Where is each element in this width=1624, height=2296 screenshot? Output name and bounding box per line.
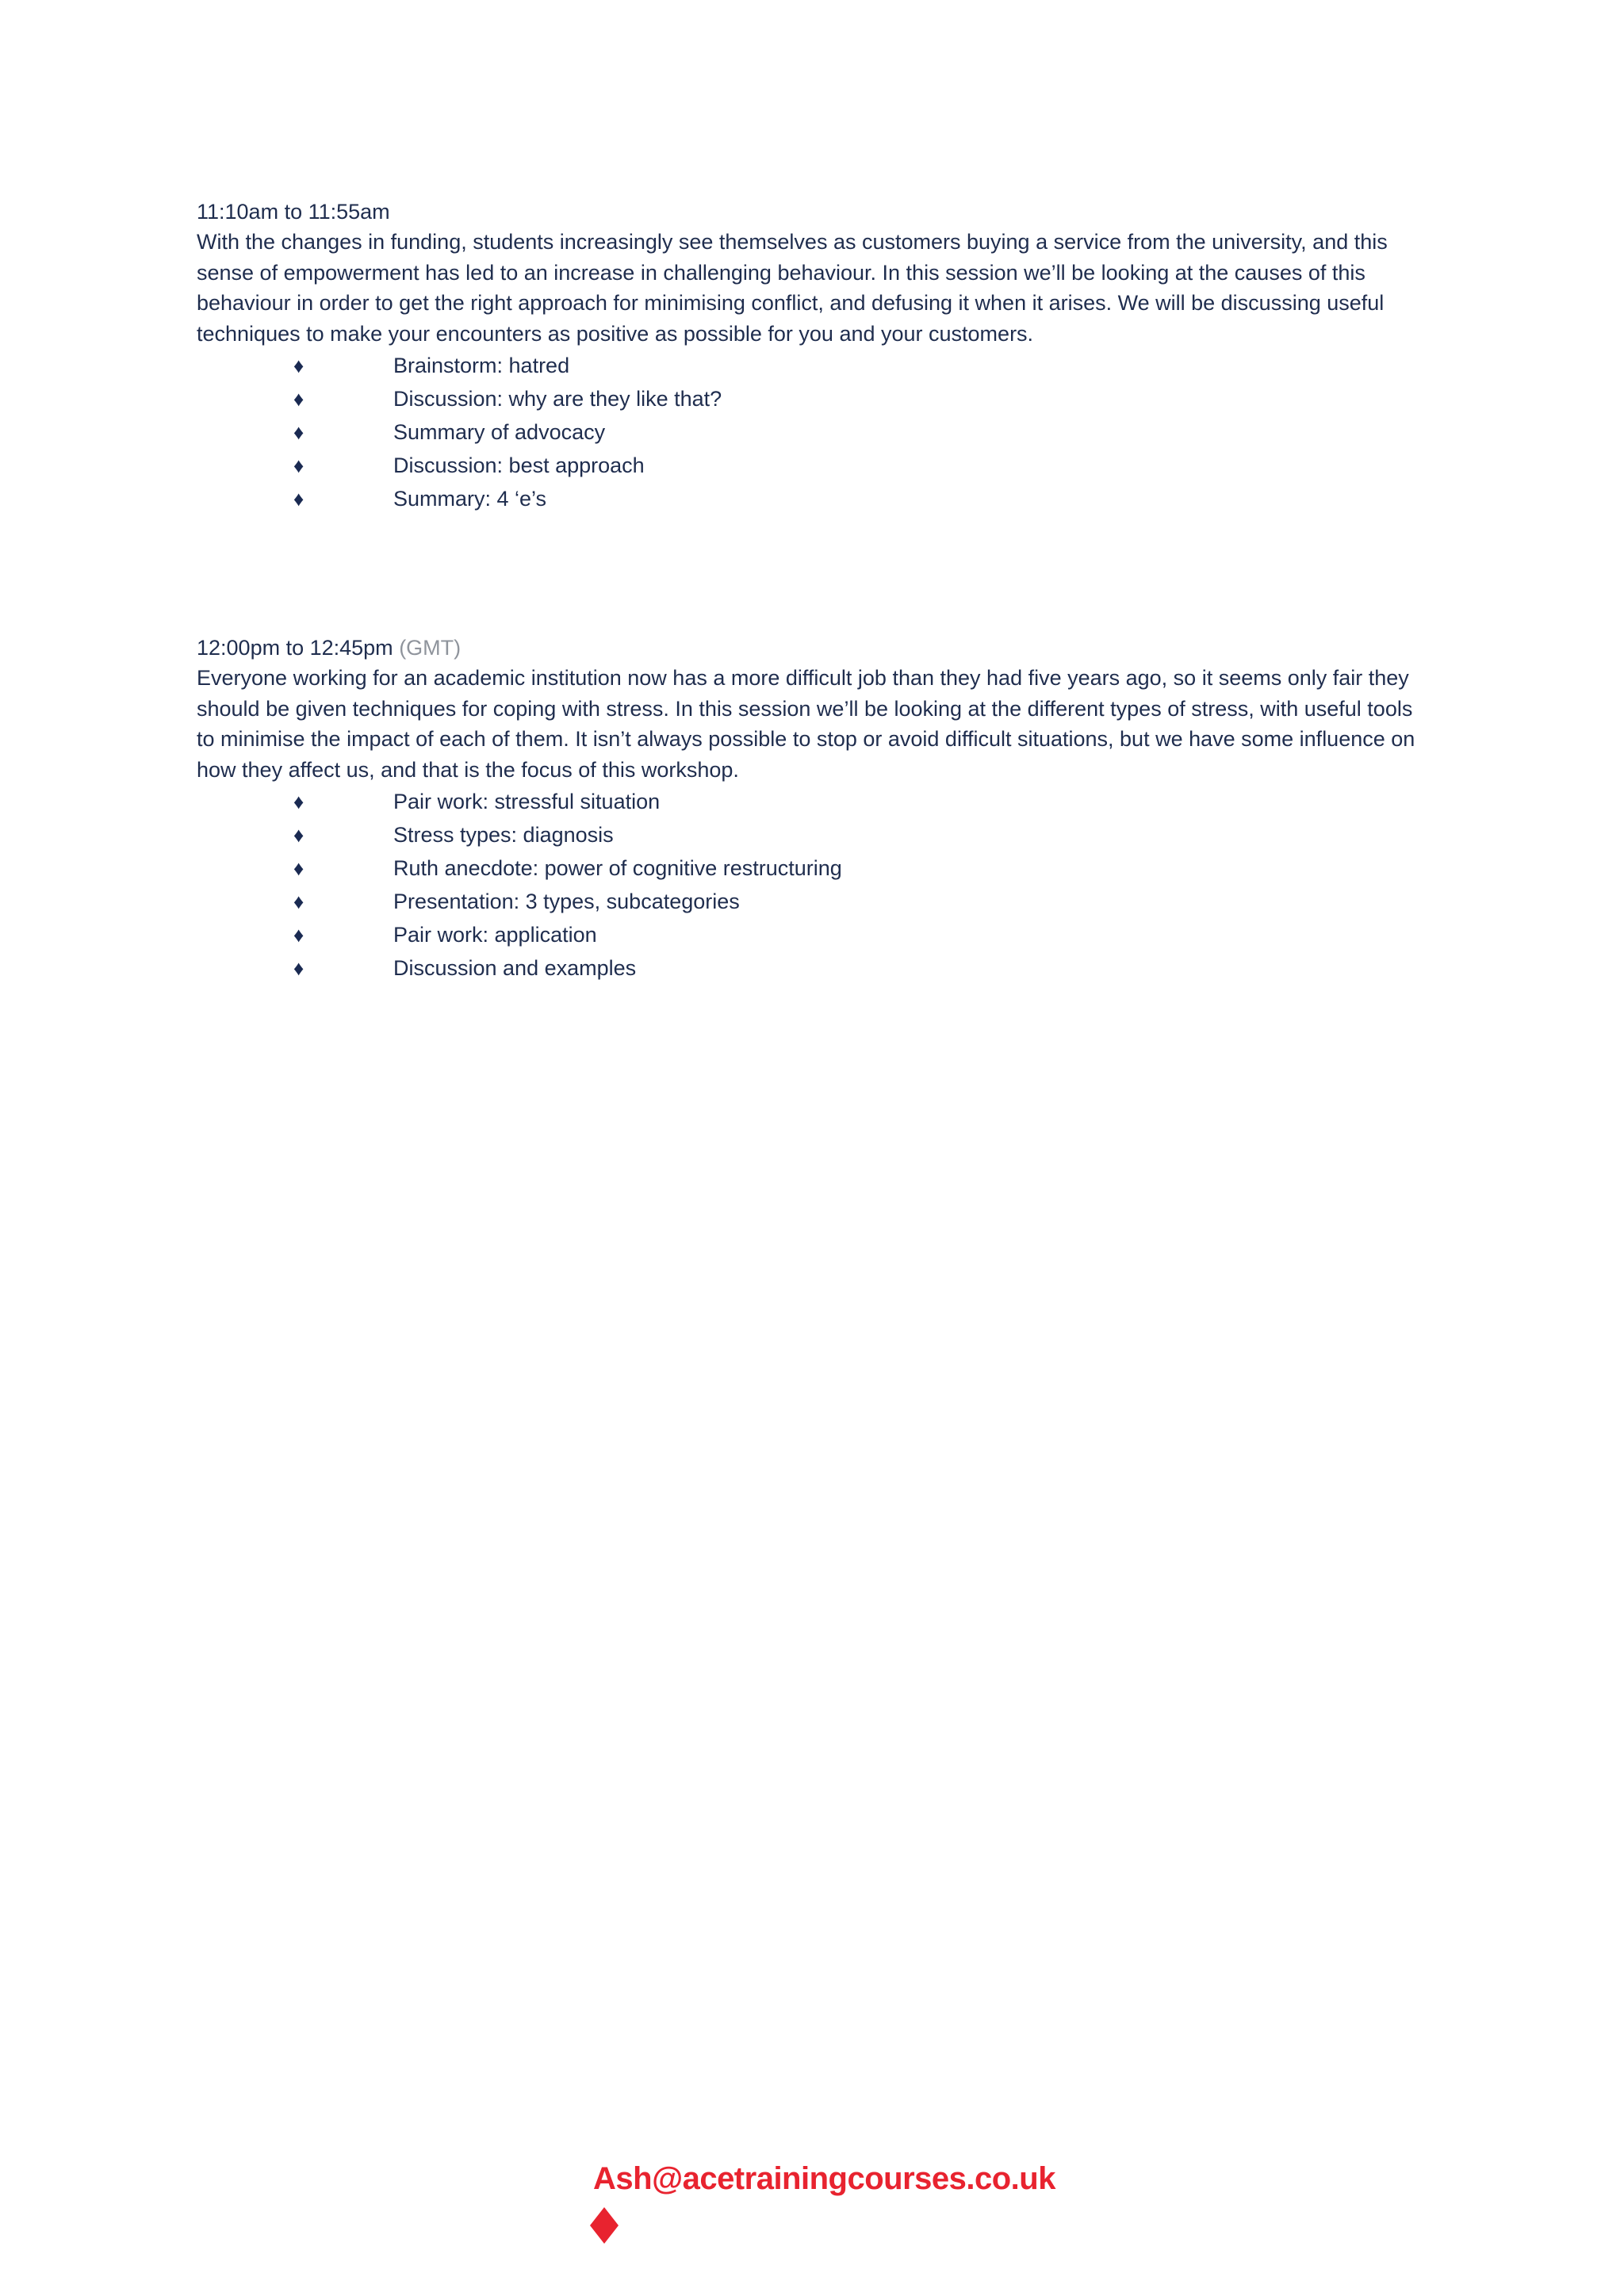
diamond-bullet-icon: ♦ bbox=[293, 487, 304, 511]
diamond-bullet-icon: ♦ bbox=[293, 387, 304, 411]
footer-email[interactable]: Ash@acetrainingcourses.co.uk bbox=[593, 2161, 1055, 2196]
session-time-range: 12:00pm to 12:45pm bbox=[197, 636, 393, 660]
list-item-text: Summary: 4 ‘e’s bbox=[393, 487, 547, 511]
list-item-text: Brainstorm: hatred bbox=[393, 354, 570, 377]
diamond-bullet-icon: ♦ bbox=[293, 890, 304, 913]
list-item bbox=[197, 449, 1434, 482]
diamond-bullet-icon: ♦ bbox=[293, 923, 304, 947]
list-item bbox=[197, 415, 1434, 449]
session-agenda-list bbox=[197, 785, 1434, 985]
diamond-bullet-icon: ♦ bbox=[293, 354, 304, 377]
session-description: Everyone working for an academic institution now has a more difficult job than they had five years ago, so it seems only fair they should be given techniques for coping with stress. In this session we’ll be looking at the different types of stress, with useful tools to minimise the impact of each of them. It isn’t always possible to stop or avoid difficult situations, but we have some influence on how they affect us, and that is the focus of this workshop. bbox=[197, 666, 1415, 782]
session-agenda-list bbox=[197, 349, 1434, 515]
list-item-text: Pair work: stressful situation bbox=[393, 790, 661, 813]
list-item bbox=[197, 818, 1434, 851]
session-timezone: (GMT) bbox=[399, 636, 462, 660]
diamond-bullet-icon: ♦ bbox=[293, 856, 304, 880]
list-item-text: Pair work: application bbox=[393, 923, 597, 947]
diamond-bullet-icon: ♦ bbox=[293, 420, 304, 444]
list-item bbox=[197, 482, 1434, 515]
diamond-bullet-icon: ♦ bbox=[293, 956, 304, 980]
list-item bbox=[197, 918, 1434, 951]
list-item-text: Presentation: 3 types, subcategories bbox=[393, 890, 740, 913]
list-item bbox=[197, 885, 1434, 918]
footer-logo bbox=[590, 2161, 1055, 2248]
list-item bbox=[197, 382, 1434, 415]
list-item bbox=[197, 951, 1434, 985]
list-item-text: Summary of advocacy bbox=[393, 420, 606, 444]
list-item-text: Discussion: why are they like that? bbox=[393, 387, 722, 411]
list-item bbox=[197, 349, 1434, 382]
diamond-bullet-icon: ♦ bbox=[293, 790, 304, 813]
list-item-text: Discussion: best approach bbox=[393, 453, 645, 477]
list-item-text: Stress types: diagnosis bbox=[393, 823, 614, 847]
session-2 bbox=[197, 633, 1434, 985]
session-description: With the changes in funding, students increasingly see themselves as customers buying a service from the university, and this sense of empowerment has led to an increase in challenging behaviour. In this session we’ll be looking at the causes of this behaviour in order to get the right approach for minimising conflict, and defusing it when it arises. We will be discussing useful techniques to make your encounters as positive as possible for you and your customers. bbox=[197, 230, 1388, 346]
session-time-range: 11:10am to 11:55am bbox=[197, 200, 390, 224]
list-item-text: Ruth anecdote: power of cognitive restructuring bbox=[393, 856, 842, 880]
session-1 bbox=[197, 197, 1434, 515]
diamond-bullet-icon: ♦ bbox=[293, 823, 304, 847]
list-item bbox=[197, 851, 1434, 885]
session-time bbox=[197, 197, 1434, 227]
list-item-text: Discussion and examples bbox=[393, 956, 637, 980]
list-item bbox=[197, 785, 1434, 818]
red-diamond-icon bbox=[590, 2207, 619, 2244]
diamond-bullet-icon: ♦ bbox=[293, 453, 304, 477]
session-time bbox=[197, 633, 1434, 663]
